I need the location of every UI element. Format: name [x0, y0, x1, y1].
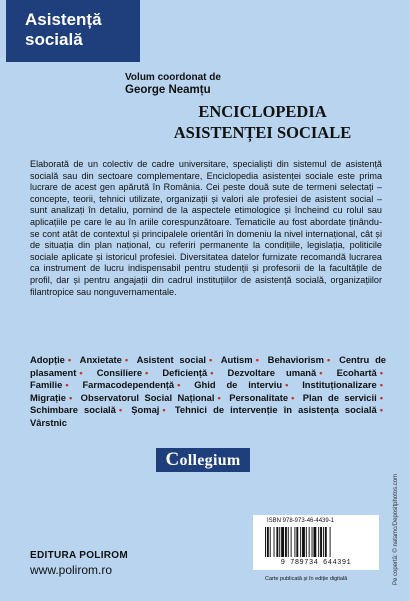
keyword-separator: •: [326, 354, 331, 365]
keyword-item: Schimbare socială: [30, 404, 116, 416]
keyword-separator: •: [379, 379, 383, 391]
keyword-separator: •: [145, 366, 149, 378]
keyword-item: Familie: [30, 379, 63, 391]
keyword-separator: •: [379, 366, 383, 378]
keyword-separator: •: [162, 404, 166, 416]
keyword-item: Autism: [220, 354, 253, 365]
keyword-separator: •: [291, 391, 295, 403]
keyword-separator: •: [65, 379, 69, 391]
keyword-separator: •: [255, 354, 259, 365]
keyword-item: Personalitate: [229, 391, 289, 403]
cover-credit-text: Pe copertă: © natamc/Depositphotos.com: [393, 473, 399, 585]
barcode-number: 9 789734 644391: [280, 559, 352, 567]
series-line-2: socială: [25, 30, 83, 49]
book-description: Elaborată de un colectiv de cadre universitare, specialiști din sistemul de asistență socială sau din sectoare complementare, Enciclopedia asistenței sociale este prima lucrare de acest gen apărută în România. Cei peste două sute de termeni selectați – concepte, teorii, tehnici utilizate, organizații și valori ale profesiei de asistent social – sunt analizați în detaliu, pornind de la aspectele etimologice și încheind cu rolul sau aplicațiile pe care le au în ariile corespunzătoare. Tematicile au fost abordate ținându-se cont atât de contextul și principalele orientări în domeniu la nivel internațional, cât și de situația din plan național, cu referiri permanente la condițiile, legislația, politicile sociale aplicate și istoricul profesiei. Diversitatea datelor furnizate recomandă lucrarea ca instrument de lucru indispensabil pentru studenții și profesorii de la facultățile de profil, dar și pentru angajații din cadrul instituțiilor de asistență socială, organizațiilor filantropice sau nonguvernamentale.: [30, 159, 382, 297]
keyword-separator: •: [285, 379, 289, 391]
isbn-text: ISBN 978-973-46-4439-1: [267, 518, 335, 524]
keyword-item: Observatorul Social Național: [80, 391, 215, 403]
series-line-1: Asistență: [25, 10, 102, 29]
title-line-1: ENCICLOPEDIA: [198, 102, 327, 121]
keyword-separator: •: [118, 404, 123, 416]
series-label-box: [6, 0, 140, 62]
keyword-item: Plan de servicii: [302, 391, 377, 403]
title-line-2: ASISTENȚEI SOCIALE: [173, 123, 352, 142]
keyword-item: Ghid de interviu: [194, 379, 283, 391]
keyword-item: Ecohartă: [336, 366, 377, 378]
keyword-item: Dezvoltare umană: [227, 366, 317, 378]
barcode-box: [253, 515, 379, 570]
keyword-item: Deficiență: [162, 366, 208, 378]
keyword-separator: •: [67, 354, 72, 365]
keyword-item: Șomaj: [131, 404, 160, 416]
keyword-separator: •: [379, 391, 383, 403]
coordinator-name: George Neamțu: [125, 84, 211, 96]
keyword-list: [30, 354, 386, 430]
keyword-item: Centru de plasament: [30, 354, 387, 378]
keyword-item: Instituționalizare: [302, 379, 377, 391]
keyword-item: Asistent social: [136, 354, 207, 365]
logo-rest: ollegium: [179, 452, 241, 469]
barcode-icon: [263, 527, 373, 557]
keyword-separator: •: [319, 366, 323, 378]
keyword-separator: •: [217, 391, 221, 403]
keyword-separator: •: [68, 391, 73, 403]
coordinator-label: Volum coordonat de: [125, 72, 221, 83]
cover-credit: [393, 470, 403, 585]
keyword-item: Behaviorism: [267, 354, 324, 365]
digital-edition-note: Carte publicată și în ediție digitală: [265, 576, 348, 582]
keyword-separator: •: [379, 404, 383, 416]
keyword-item: Vârstnic: [30, 416, 67, 428]
coordinator-block: [125, 72, 405, 96]
publisher-website: www.polirom.ro: [30, 563, 113, 577]
keyword-item: Adopție: [30, 354, 65, 365]
keyword-separator: •: [79, 366, 83, 378]
keyword-separator: •: [177, 379, 181, 391]
keyword-item: Tehnici de intervenție în asistența socială: [174, 404, 377, 416]
keyword-separator: •: [124, 354, 129, 365]
keyword-item: Migrație: [30, 391, 66, 403]
keyword-item: Consiliere: [96, 366, 143, 378]
publisher-name: EDITURA POLIROM: [30, 550, 129, 561]
keyword-separator: •: [209, 354, 213, 365]
keyword-item: Anxietate: [79, 354, 122, 365]
keyword-separator: •: [210, 366, 214, 378]
collegium-logo: [156, 448, 250, 472]
logo-initial: C: [165, 449, 180, 470]
keyword-item: Farmacodependență: [82, 379, 175, 391]
